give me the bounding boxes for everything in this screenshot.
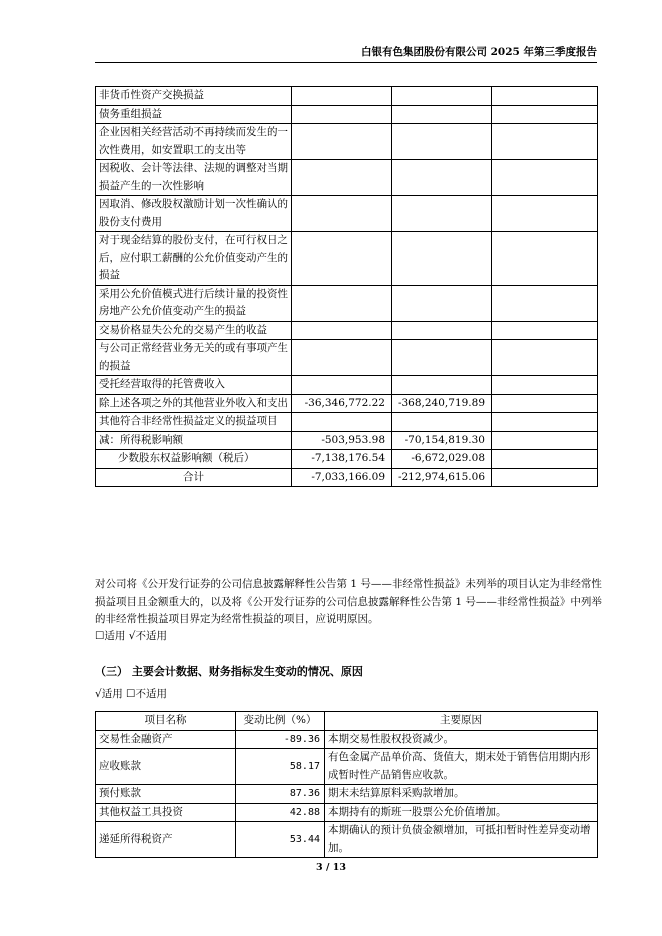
table-row — [96, 340, 598, 376]
row-value-3 — [492, 431, 598, 450]
row-value-2 — [392, 285, 492, 321]
change-ratio: -89.36 — [236, 730, 325, 749]
column-header-name: 项目名称 — [96, 712, 236, 731]
row-value-3 — [492, 105, 598, 124]
table-row — [96, 785, 598, 804]
row-label: 交易价格显失公允的交易产生的收益 — [96, 321, 292, 340]
row-value-1 — [292, 232, 392, 286]
table-row — [96, 749, 598, 785]
section-heading: （三） 主要会计数据、财务指标发生变动的情况、原因 — [95, 665, 363, 678]
row-label: 因税收、会计等法律、法规的调整对当期损益产生的一次性影响 — [96, 160, 292, 196]
row-value-2: -6,672,029.08 — [392, 450, 492, 469]
table-header-row — [96, 712, 598, 731]
row-value-3 — [492, 196, 598, 232]
row-label: 合计 — [96, 468, 292, 487]
row-value-2 — [392, 196, 492, 232]
table-row — [96, 431, 598, 450]
applicability-checkbox-row: ☐适用 √不适用 — [95, 630, 167, 642]
row-label: 债务重组损益 — [96, 105, 292, 124]
row-value-1: -503,953.98 — [292, 431, 392, 450]
table-row — [96, 803, 598, 822]
row-value-2: -212,974,615.06 — [392, 468, 492, 487]
table-row — [96, 394, 598, 413]
row-value-3 — [492, 340, 598, 376]
row-value-1 — [292, 105, 392, 124]
row-value-2 — [392, 376, 492, 395]
table-row — [96, 196, 598, 232]
table-row-total — [96, 468, 598, 487]
row-value-1 — [292, 160, 392, 196]
table-row — [96, 730, 598, 749]
item-name: 其他权益工具投资 — [96, 803, 236, 822]
change-ratio: 42.88 — [236, 803, 325, 822]
row-value-3 — [492, 87, 598, 106]
row-value-1: -7,138,176.54 — [292, 450, 392, 469]
row-value-1: -7,033,166.09 — [292, 468, 392, 487]
table-row — [96, 124, 598, 160]
row-value-3 — [492, 232, 598, 286]
row-value-1: -36,346,772.22 — [292, 394, 392, 413]
row-value-1 — [292, 87, 392, 106]
row-value-2: -368,240,719.89 — [392, 394, 492, 413]
change-ratio: 53.44 — [236, 822, 325, 858]
table-row — [96, 160, 598, 196]
column-header-reason: 主要原因 — [325, 712, 598, 731]
change-reasons-table — [95, 711, 598, 858]
section-applicability-row: √适用 ☐不适用 — [95, 688, 167, 700]
row-label: 企业因相关经营活动不再持续而发生的一次性费用，如安置职工的支出等 — [96, 124, 292, 160]
row-value-3 — [492, 413, 598, 432]
row-label: 受托经营取得的托管费收入 — [96, 376, 292, 395]
row-label: 非货币性资产交换损益 — [96, 87, 292, 106]
row-value-1 — [292, 340, 392, 376]
row-value-2: -70,154,819.30 — [392, 431, 492, 450]
row-value-2 — [392, 105, 492, 124]
item-name: 交易性金融资产 — [96, 730, 236, 749]
row-value-1 — [292, 285, 392, 321]
row-value-2 — [392, 321, 492, 340]
row-label: 与公司正常经营业务无关的或有事项产生的损益 — [96, 340, 292, 376]
row-value-3 — [492, 160, 598, 196]
table-row — [96, 413, 598, 432]
row-value-1 — [292, 321, 392, 340]
row-value-1 — [292, 413, 392, 432]
main-reason: 本期交易性股权投资减少。 — [325, 730, 598, 749]
table-row — [96, 376, 598, 395]
row-label: 其他符合非经常性损益定义的损益项目 — [96, 413, 292, 432]
row-value-2 — [392, 160, 492, 196]
explanation-paragraph: 对公司将《公开发行证券的公司信息披露解释性公告第 1 号——非经常性损益》未列举的项目认定为非经常性损益项目且金额重大的，以及将《公开发行证券的公司信息披露解释性公告第 1 号——非经常性损益》中列举的非经常性损益项目界定为经常性损益的项目，应说明原因。 — [95, 578, 602, 625]
row-value-3 — [492, 468, 598, 487]
table-row — [96, 450, 598, 469]
row-label: 少数股东权益影响额（税后） — [96, 450, 292, 469]
table-row — [96, 822, 598, 858]
table-row — [96, 232, 598, 286]
item-name: 应收账款 — [96, 749, 236, 785]
item-name: 递延所得税资产 — [96, 822, 236, 858]
row-value-3 — [492, 321, 598, 340]
non-recurring-items-table — [95, 86, 598, 487]
row-label: 对于现金结算的股份支付，在可行权日之后，应付职工薪酬的公允价值变动产生的损益 — [96, 232, 292, 286]
column-header-ratio: 变动比例（%） — [236, 712, 325, 731]
table-row — [96, 87, 598, 106]
row-value-2 — [392, 124, 492, 160]
row-value-2 — [392, 340, 492, 376]
row-value-2 — [392, 413, 492, 432]
row-label: 减：所得税影响额 — [96, 431, 292, 450]
row-value-1 — [292, 196, 392, 232]
row-value-3 — [492, 285, 598, 321]
row-label: 因取消、修改股权激励计划一次性确认的股份支付费用 — [96, 196, 292, 232]
row-value-3 — [492, 450, 598, 469]
table-row — [96, 285, 598, 321]
row-value-3 — [492, 124, 598, 160]
item-name: 预付账款 — [96, 785, 236, 804]
row-value-1 — [292, 124, 392, 160]
page-number: 3 / 13 — [316, 862, 346, 873]
main-reason: 本期持有的斯班一股票公允价值增加。 — [325, 803, 598, 822]
page-header: 白银有色集团股份有限公司 2025 年第三季度报告 — [95, 44, 597, 63]
row-label: 采用公允价值模式进行后续计量的投资性房地产公允价值变动产生的损益 — [96, 285, 292, 321]
table-row — [96, 321, 598, 340]
main-reason: 期末未结算原料采购款增加。 — [325, 785, 598, 804]
change-ratio: 58.17 — [236, 749, 325, 785]
row-value-3 — [492, 394, 598, 413]
row-value-2 — [392, 232, 492, 286]
change-ratio: 87.36 — [236, 785, 325, 804]
row-value-1 — [292, 376, 392, 395]
main-reason: 本期确认的预计负债金额增加，可抵扣暂时性差异变动增加。 — [325, 822, 598, 858]
row-label: 除上述各项之外的其他营业外收入和支出 — [96, 394, 292, 413]
row-value-2 — [392, 87, 492, 106]
main-reason: 有色金属产品单价高、货值大，期末处于销售信用期内形成暂时性产品销售应收款。 — [325, 749, 598, 785]
table-row — [96, 105, 598, 124]
row-value-3 — [492, 376, 598, 395]
